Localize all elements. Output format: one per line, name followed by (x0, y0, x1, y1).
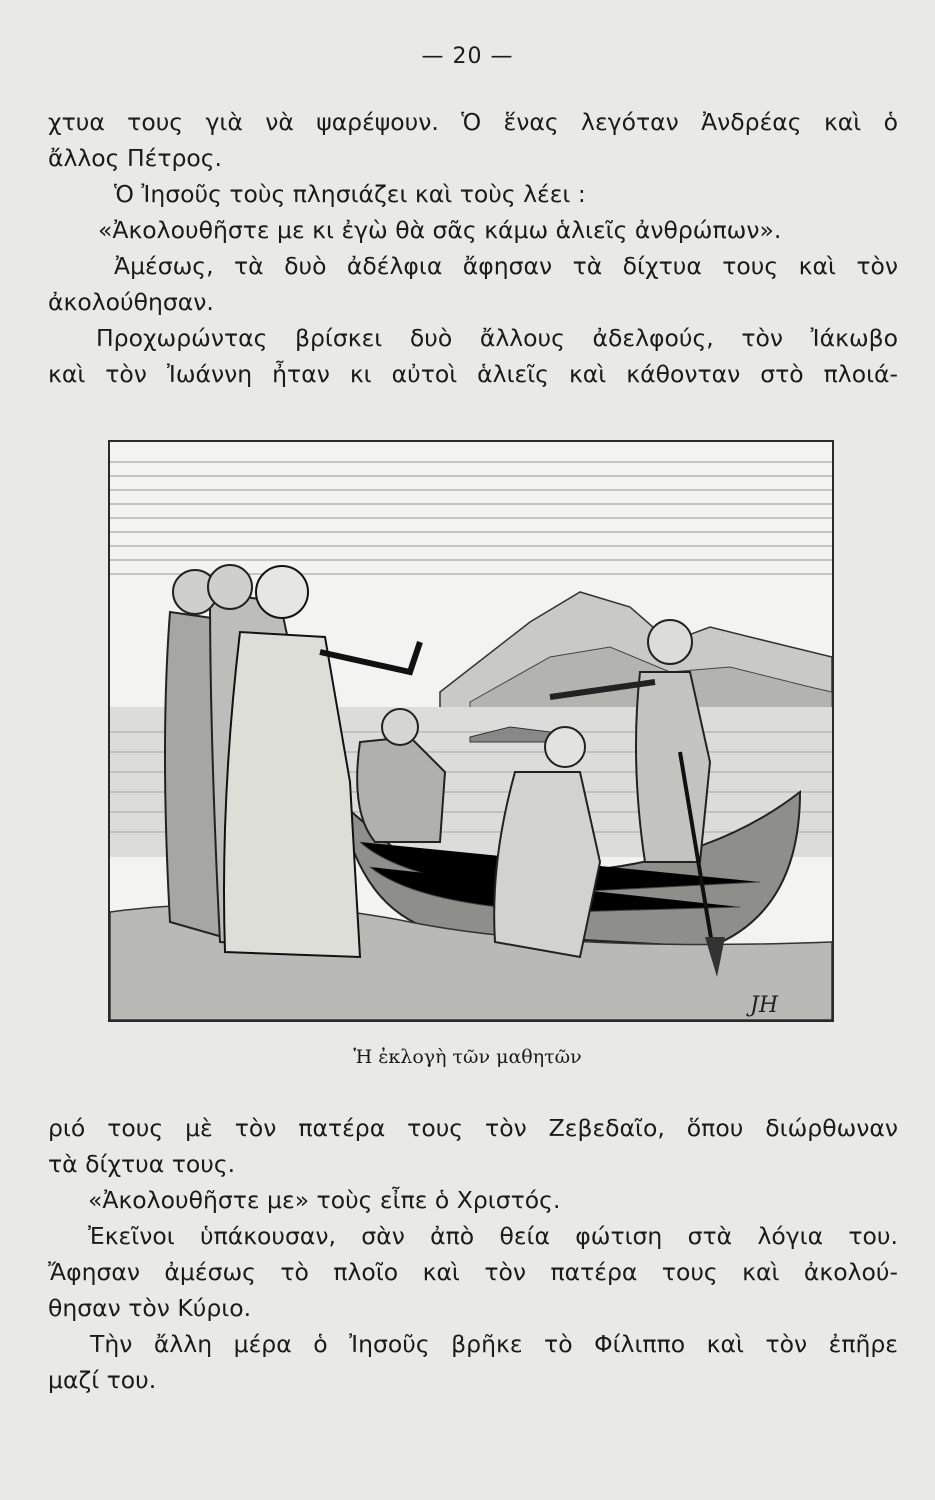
text-line: Ἐκεῖνοι ὑπάκουσαν, σὰν ἀπὸ θεία φώτιση στὰ λόγια του. (88, 1222, 898, 1250)
text-line: «Ἀκολουθῆστε με» τοὺς εἶπε ὁ Χριστός. (88, 1186, 561, 1214)
artist-signature: JH (750, 993, 779, 1018)
text-line: χτυα τους γιὰ νὰ ψαρέψουν. Ὁ ἕνας λεγόταν Ἀνδρέας καὶ ὁ (48, 108, 898, 136)
page-number: — 20 — (421, 44, 514, 69)
text-line: «Ἀκολουθῆστε με κι ἐγὼ θὰ σᾶς κάμω ἁλιεῖς ἀνθρώπων». (98, 216, 782, 244)
text-line: μαζί του. (48, 1366, 157, 1394)
text-line: Προχωρώντας βρίσκει δυὸ ἄλλους ἀδελφούς, τὸν Ἰάκωβο (96, 324, 898, 352)
text-line: ἄλλος Πέτρος. (48, 144, 223, 172)
engraving-illustration (108, 440, 834, 1022)
text-line: ἀκολούθησαν. (48, 288, 214, 316)
text-line: ριό τους μὲ τὸν πατέρα τους τὸν Ζεβεδαῖο, ὅπου διώρθωναν (48, 1114, 898, 1142)
text-line: τὰ δίχτυα τους. (48, 1150, 236, 1178)
text-line: Ἀμέσως, τὰ δυὸ ἀδέλφια ἄφησαν τὰ δίχτυα τους καὶ τὸν (114, 252, 898, 280)
engraving-image (110, 442, 832, 1020)
text-line: Τὴν ἄλλη μέρα ὁ Ἰησοῦς βρῆκε τὸ Φίλιππο καὶ τὸν ἐπῆρε (90, 1330, 898, 1358)
top-paragraphs (48, 104, 898, 392)
text-line: Ἄφησαν ἀμέσως τὸ πλοῖο καὶ τὸν πατέρα τους καὶ ἀκολού- (48, 1258, 898, 1286)
figure-caption: Ἡ ἐκλογὴ τῶν μαθητῶν (353, 1046, 582, 1068)
bottom-paragraphs (48, 1110, 898, 1398)
text-line: θησαν τὸν Κύριο. (48, 1294, 252, 1322)
text-line: Ὁ Ἰησοῦς τοὺς πλησιάζει καὶ τοὺς λέει : (114, 180, 586, 208)
text-line: καὶ τὸν Ἰωάννη ἦταν κι αὐτοὶ ἁλιεῖς καὶ κάθονταν στὸ πλοιά- (48, 360, 898, 388)
